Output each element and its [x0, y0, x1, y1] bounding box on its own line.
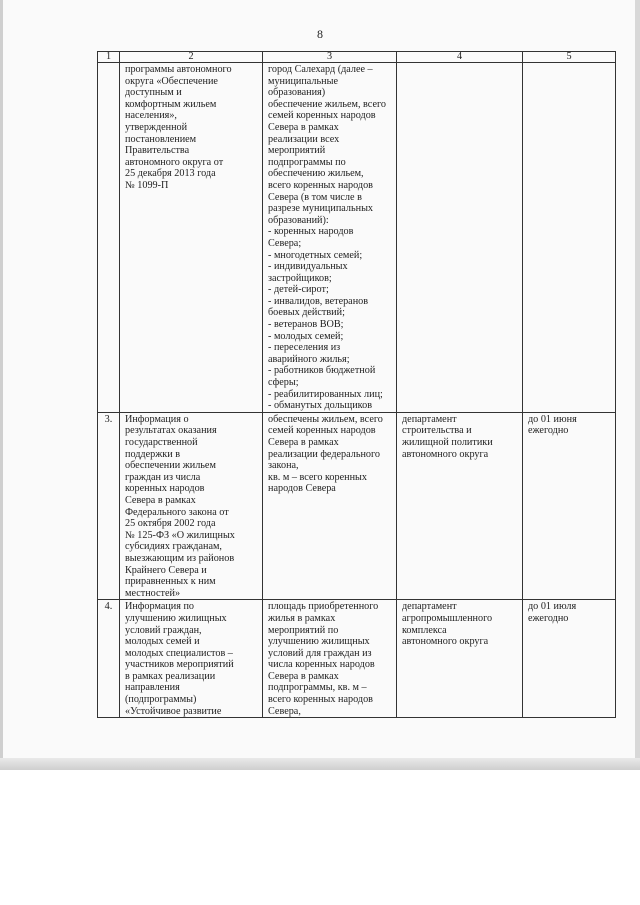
cell-text-line: семей коренных народов	[268, 110, 376, 122]
row-number: 3.	[98, 412, 120, 600]
cell-text-line: № 1099-П	[125, 179, 169, 191]
cell-text-line: сферы;	[268, 377, 299, 389]
cell-text-line: субсидиях гражданам,	[125, 541, 222, 553]
cell-text-line: разрезе муниципальных	[268, 203, 374, 215]
cell-text-line: Севера в рамках	[268, 121, 339, 133]
cell-text-line: до 01 июля	[528, 601, 577, 613]
cell-text-line: - переселения из	[268, 342, 341, 354]
cell-text-line: комфортным жильем	[125, 98, 217, 110]
cell-text-line: округа «Обеспечение	[125, 75, 218, 87]
cell-text-line: аварийного жилья;	[268, 353, 350, 365]
column-header: 3	[263, 52, 397, 63]
report-name-cell	[120, 63, 263, 413]
cell-text-line: ежегодно	[528, 612, 569, 624]
cell-text-line: застройщиков;	[268, 272, 332, 284]
column-header: 5	[523, 52, 616, 63]
cell-text-line: подпрограммы, кв. м –	[268, 682, 367, 694]
cell-text-line: всего коренных народов	[268, 694, 373, 706]
cell-text-line: народов Севера	[268, 483, 336, 495]
deadline-cell	[523, 600, 616, 718]
indicator-cell	[263, 63, 397, 413]
cell-text-line: агропромышленного	[402, 612, 493, 624]
cell-text-line: Информация по	[125, 601, 195, 613]
responsible-cell	[397, 63, 523, 413]
cell-text-line: департамент	[402, 413, 457, 425]
cell-text-line: (подпрограммы)	[125, 694, 197, 706]
cell-text-line: кв. м – всего коренных	[268, 471, 367, 483]
column-header: 2	[120, 52, 263, 63]
cell-text-line: - многодетных семей;	[268, 249, 363, 261]
cell-text-line: жилья в рамках	[268, 612, 336, 624]
report-table	[97, 51, 616, 718]
cell-text-line: подпрограммы по	[268, 156, 346, 168]
cell-text-line: мероприятий по	[268, 624, 339, 636]
cell-text-line: - инвалидов, ветеранов	[268, 295, 369, 307]
cell-text-line: направления	[125, 682, 180, 694]
cell-text-line: доступным и	[125, 87, 182, 99]
cell-text-line: - индивидуальных	[268, 261, 348, 273]
cell-text-line: комплекса	[402, 624, 447, 636]
indicator-cell	[263, 412, 397, 600]
cell-text-line: участников мероприятий	[125, 659, 234, 671]
cell-text-line: образований):	[268, 214, 329, 226]
cell-text-line: условий для граждан из	[268, 647, 372, 659]
table-row	[98, 63, 616, 413]
cell-text-line: коренных народов	[125, 483, 205, 495]
cell-text-line: реализации всех	[268, 133, 340, 145]
cell-text-line: Севера;	[268, 237, 302, 249]
cell-text-line: поддержки в	[125, 448, 181, 460]
cell-text-line: Севера (в том числе в	[268, 191, 362, 203]
cell-text-line: реализации федерального	[268, 448, 381, 460]
deadline-cell	[523, 63, 616, 413]
cell-text-line: Крайнего Севера и	[125, 564, 207, 576]
scan-edge	[0, 0, 3, 770]
cell-text-line: - детей-сирот;	[268, 284, 329, 296]
cell-text-line: молодых специалистов –	[125, 647, 233, 659]
cell-text-line: город Салехард (далее –	[268, 64, 373, 75]
cell-text-line: улучшению жилищных	[125, 612, 227, 624]
cell-text-line: населения»,	[125, 110, 177, 122]
cell-text-line: закона,	[268, 460, 299, 472]
cell-text-line: 25 декабря 2013 года	[125, 168, 216, 180]
cell-text-line: жилищной политики	[402, 437, 493, 448]
cell-text-line: результатах оказания	[125, 425, 217, 437]
cell-text-line: 25 октября 2002 года	[125, 518, 216, 530]
cell-text-line: утвержденной	[125, 121, 188, 133]
cell-text-line: в рамках реализации	[125, 670, 216, 682]
cell-text-line: автономного округа от	[125, 156, 224, 168]
cell-text-line: всего коренных народов	[268, 179, 373, 191]
cell-text-line: Севера в рамках	[268, 670, 339, 682]
report-name-cell	[120, 412, 263, 600]
header-row	[98, 52, 616, 63]
page-number: 8	[317, 27, 323, 41]
report-name-cell	[120, 600, 263, 718]
cell-text-line: - реабилитированных лиц;	[268, 388, 383, 400]
cell-text-line: департамент	[402, 601, 457, 613]
row-number: 4.	[98, 600, 120, 718]
cell-text-line: - работников бюджетной	[268, 365, 376, 377]
scan-edge	[0, 758, 640, 770]
cell-text-line: Федерального закона от	[125, 506, 229, 518]
cell-text-line: - ветеранов ВОВ;	[268, 319, 344, 331]
deadline-cell	[523, 412, 616, 600]
cell-text-line: местностей»	[125, 587, 181, 599]
cell-text-line: площадь приобретенного	[268, 601, 379, 613]
cell-text-line: приравненных к ним	[125, 576, 216, 588]
cell-text-line: - обманутых дольщиков	[268, 400, 373, 412]
cell-text-line: Севера в рамках	[268, 437, 339, 448]
cell-text-line: выезжающим из районов	[125, 552, 235, 564]
cell-text-line: Информация о	[125, 413, 189, 425]
cell-text-line: государственной	[125, 437, 198, 448]
cell-text-line: условий граждан,	[125, 624, 202, 636]
indicator-cell	[263, 600, 397, 718]
column-header: 4	[397, 52, 523, 63]
cell-text-line: числа коренных народов	[268, 659, 375, 671]
cell-text-line: граждан из числа	[125, 471, 201, 483]
cell-text-line: семей коренных народов	[268, 425, 376, 437]
cell-text-line: обеспечение жильем, всего	[268, 98, 386, 110]
responsible-cell	[397, 412, 523, 600]
cell-text-line: «Устойчивое развитие	[125, 705, 222, 717]
cell-text-line: - коренных народов	[268, 226, 354, 238]
cell-text-line: улучшению жилищных	[268, 636, 370, 648]
cell-text-line: Севера в рамках	[125, 494, 196, 506]
row-number	[98, 63, 120, 413]
cell-text-line: - молодых семей;	[268, 330, 344, 342]
cell-text-line: обеспечении жильем	[125, 460, 216, 472]
column-header: 1	[98, 52, 120, 63]
cell-text-line: автономного округа	[402, 636, 489, 648]
cell-text-line: до 01 июня	[528, 413, 577, 425]
cell-text-line: мероприятий	[268, 145, 326, 157]
cell-text-line: Правительства	[125, 145, 190, 157]
cell-text-line: Севера,	[268, 705, 301, 717]
cell-text-line: постановлением	[125, 133, 197, 145]
cell-text-line: обеспечению жильем,	[268, 168, 364, 180]
cell-text-line: автономного округа	[402, 448, 489, 460]
scan-edge	[635, 0, 640, 770]
table-row	[98, 412, 616, 600]
cell-text-line: ежегодно	[528, 425, 569, 437]
cell-text-line: обеспечены жильем, всего	[268, 413, 383, 425]
cell-text-line: муниципальные	[268, 75, 338, 87]
table-row	[98, 600, 616, 718]
cell-text-line: № 125-ФЗ «О жилищных	[125, 529, 235, 541]
cell-text-line: строительства и	[402, 425, 472, 437]
responsible-cell	[397, 600, 523, 718]
cell-text-line: программы автономного	[125, 64, 232, 75]
cell-text-line: образования)	[268, 87, 326, 99]
cell-text-line: молодых семей и	[125, 636, 200, 648]
cell-text-line: боевых действий;	[268, 307, 345, 319]
